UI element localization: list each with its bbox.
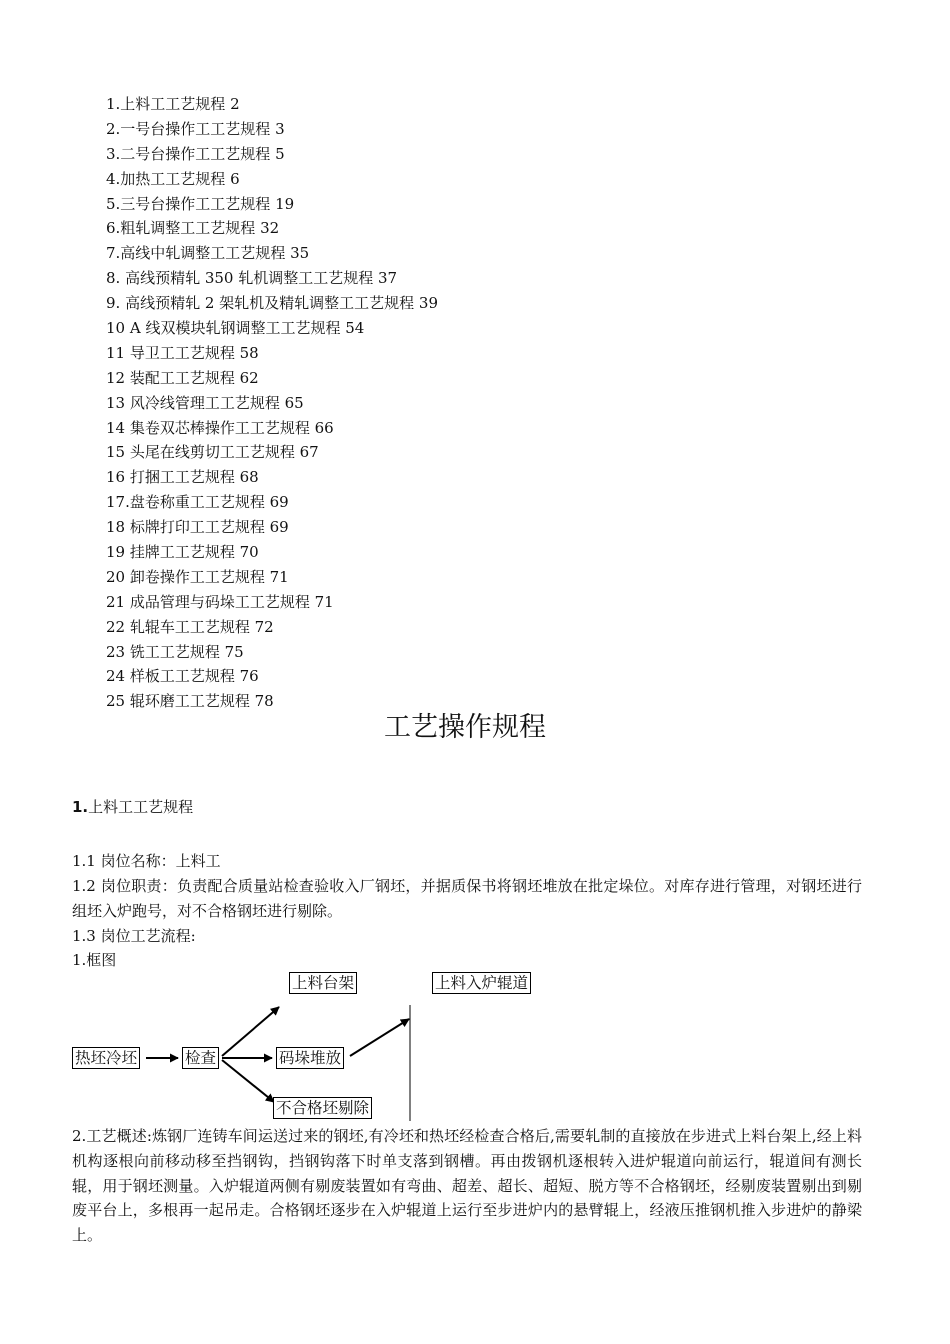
section-number: 1. (72, 798, 89, 816)
toc-item[interactable]: 2.一号台操作工工艺规程 3 (106, 119, 285, 138)
duties-paragraph: 1.2 岗位职责：负责配合质量站检查验收入厂钢坯，并据质保书将钢坯堆放在批定垛位。对库存进行管理，对钢坯进行组坯入炉跑号，对不合格钢坯进行剔除。 (72, 877, 862, 920)
post-name-paragraph: 1.1 岗位名称：上料工 (72, 852, 221, 870)
toc-item[interactable]: 10 A 线双模块轧钢调整工工艺规程 54 (106, 319, 365, 338)
stacking-box: 码垛堆放 (276, 1047, 344, 1069)
toc-item[interactable]: 25 辊环磨工工艺规程 78 (106, 692, 274, 711)
toc-item[interactable]: 19 挂牌工工艺规程 70 (106, 543, 259, 562)
toc-item[interactable]: 7.高线中轧调整工工艺规程 35 (106, 244, 310, 263)
inspect-box: 检查 (182, 1047, 219, 1069)
table-of-contents (106, 92, 438, 714)
toc-item[interactable]: 8. 高线预精轧 350 轧机调整工工艺规程 37 (106, 269, 398, 288)
toc-item[interactable]: 14 集卷双芯棒操作工工艺规程 66 (106, 418, 334, 437)
toc-item[interactable]: 20 卸卷操作工工艺规程 71 (106, 567, 289, 586)
toc-item[interactable]: 1.上料工工艺规程 2 (106, 95, 240, 113)
block-diagram-label: 1.框图 (72, 951, 117, 969)
toc-item[interactable]: 12 装配工工艺规程 62 (106, 368, 259, 387)
toc-item[interactable]: 5.三号台操作工工艺规程 19 (106, 194, 295, 213)
loading-rack-box: 上料台架 (289, 972, 357, 994)
arrow-to-rack (222, 1007, 279, 1056)
arrow-to-roller (350, 1019, 409, 1056)
furnace-roller-box: 上料入炉辊道 (432, 972, 531, 994)
toc-item[interactable]: 18 标牌打印工工艺规程 69 (106, 518, 289, 537)
toc-item[interactable]: 21 成品管理与码垛工工艺规程 71 (106, 592, 334, 611)
toc-item[interactable]: 17.盘卷称重工工艺规程 69 (106, 493, 289, 512)
process-overview-paragraph: 2.工艺概述:炼钢厂连铸车间运送过来的钢坯,有冷坯和热坯经检查合格后,需要轧制的直接放在步进式上料台架上,经上料机构逐根向前移动移至挡钢钩，挡钢钩落下时单支落到钢槽。再由拨钢机逐根转入进炉辊道向前运行，辊道间有测长辊，用于钢坯测量。入炉辊道两侧有剔废装置如有弯曲、超差、超长、超短、脱方等不合格钢坯，经剔废装置剔出到剔废平台上，多根再一起吊走。合格钢坯逐步在入炉辊道上运行至步进炉内的悬臂辊上，经液压推钢机推入步进炉的静梁上。 (72, 1127, 862, 1245)
toc-item[interactable]: 24 样板工工艺规程 76 (106, 667, 259, 686)
toc-item[interactable]: 13 风冷线管理工工艺规程 65 (106, 393, 304, 412)
toc-item[interactable]: 15 头尾在线剪切工工艺规程 67 (106, 443, 319, 462)
toc-item[interactable]: 16 打捆工工艺规程 68 (106, 468, 259, 487)
process-heading: 1.3 岗位工艺流程: (72, 927, 196, 945)
section-heading (72, 795, 193, 819)
document-title: 工艺操作规程 (384, 712, 546, 743)
section-title: 上料工工艺规程 (88, 798, 194, 816)
arrow-to-reject (222, 1060, 274, 1102)
hot-cold-billet-box: 热坯冷坯 (72, 1047, 140, 1069)
toc-item[interactable]: 23 铣工工艺规程 75 (106, 642, 244, 661)
toc-item[interactable]: 9. 高线预精轧 2 架轧机及精轧调整工工艺规程 39 (106, 294, 439, 313)
toc-item[interactable]: 22 轧辊车工工艺规程 72 (106, 617, 274, 636)
toc-item[interactable]: 3.二号台操作工工艺规程 5 (106, 144, 285, 163)
toc-item[interactable]: 11 导卫工工艺规程 58 (106, 343, 259, 362)
toc-item[interactable]: 4.加热工工艺规程 6 (106, 169, 240, 188)
toc-item[interactable]: 6.粗轧调整工工艺规程 32 (106, 219, 280, 238)
reject-box: 不合格坯剔除 (273, 1097, 372, 1119)
